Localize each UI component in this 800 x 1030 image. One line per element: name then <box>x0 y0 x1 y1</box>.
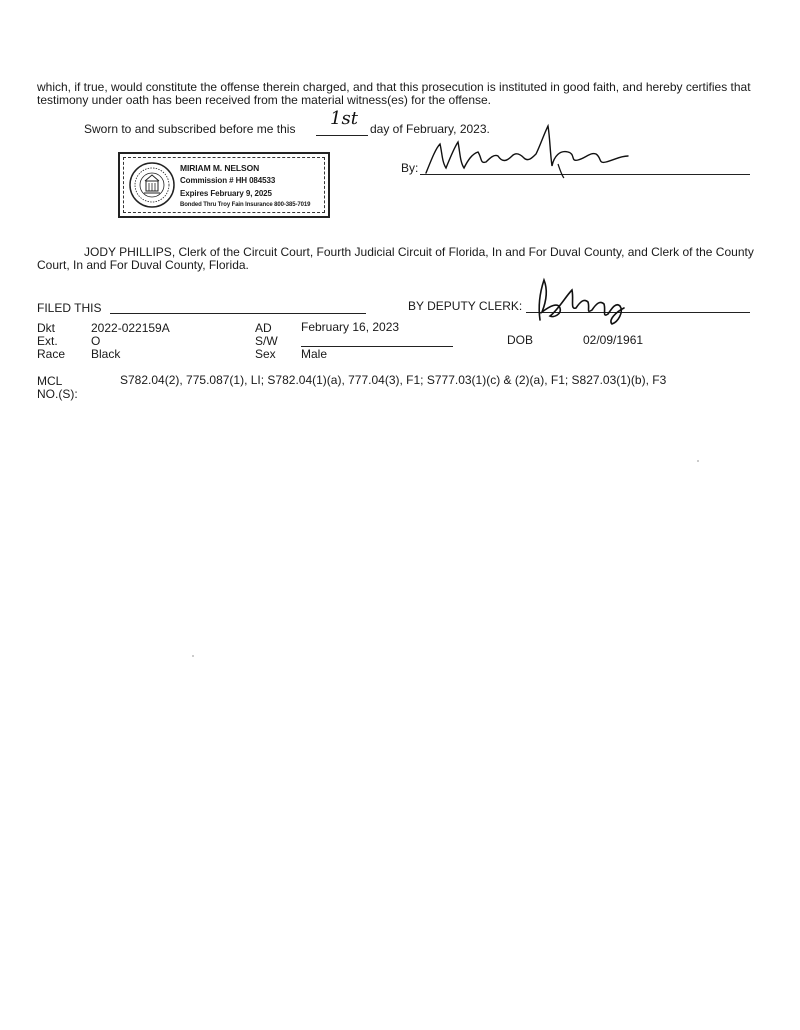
ad-label: AD <box>255 321 272 335</box>
scan-speck <box>697 460 699 462</box>
sworn-day-line <box>316 135 368 136</box>
by-label: By: <box>401 161 419 175</box>
notary-stamp <box>118 152 330 218</box>
dkt-value: 2022-022159A <box>91 321 170 335</box>
intro-paragraph: which, if true, would constitute the offense therein charged, and that this prosecution is instituted in good faith, and hereby certifies that testimony under oath has been received from the material witness(es) for the offense. <box>37 80 751 107</box>
deputy-clerk-signature-icon <box>532 272 636 328</box>
sworn-suffix: day of February, 2023. <box>370 122 490 136</box>
mcl-label: MCL <box>37 374 63 388</box>
notary-name: MIRIAM M. NELSON <box>180 163 260 173</box>
ext-label: Ext. <box>37 334 58 348</box>
dob-label: DOB <box>507 333 534 347</box>
filed-this-line <box>110 313 366 314</box>
clerk-paragraph: JODY PHILLIPS, Clerk of the Circuit Court, Fourth Judicial Circuit of Florida, In and For Duval County, and Clerk of the County Court, In and For Duval County, Florida. <box>37 245 754 272</box>
race-label: Race <box>37 347 66 361</box>
ad-value: February 16, 2023 <box>301 320 400 334</box>
sw-label: S/W <box>255 334 278 348</box>
mcl-label-continued: NO.(S): <box>37 387 78 401</box>
dob-value: 02/09/1961 <box>583 333 644 347</box>
filed-this-label: FILED THIS <box>37 301 102 315</box>
sex-label: Sex <box>255 347 276 361</box>
dkt-label: Dkt <box>37 321 55 335</box>
sworn-day-handwritten: 1st <box>330 108 358 129</box>
ext-value: O <box>91 334 101 348</box>
sworn-prefix: Sworn to and subscribed before me this <box>84 122 296 136</box>
notary-bonded: Bonded Thru Troy Fain Insurance 800-385-7019 <box>180 202 311 208</box>
deputy-clerk-label: BY DEPUTY CLERK: <box>408 299 523 313</box>
notary-seal-icon <box>128 161 176 209</box>
mcl-value: S782.04(2), 775.087(1), LI; S782.04(1)(a), 777.04(3), F1; S777.03(1)(c) & (2)(a), F1; S827.03(1)(b), F3 <box>120 373 667 387</box>
notary-signature-icon <box>420 118 640 180</box>
notary-expires: Expires February 9, 2025 <box>180 189 272 198</box>
sex-value: Male <box>301 347 328 361</box>
race-value: Black <box>91 347 121 361</box>
notary-commission: Commission # HH 084533 <box>180 176 276 185</box>
scan-speck <box>192 655 194 657</box>
